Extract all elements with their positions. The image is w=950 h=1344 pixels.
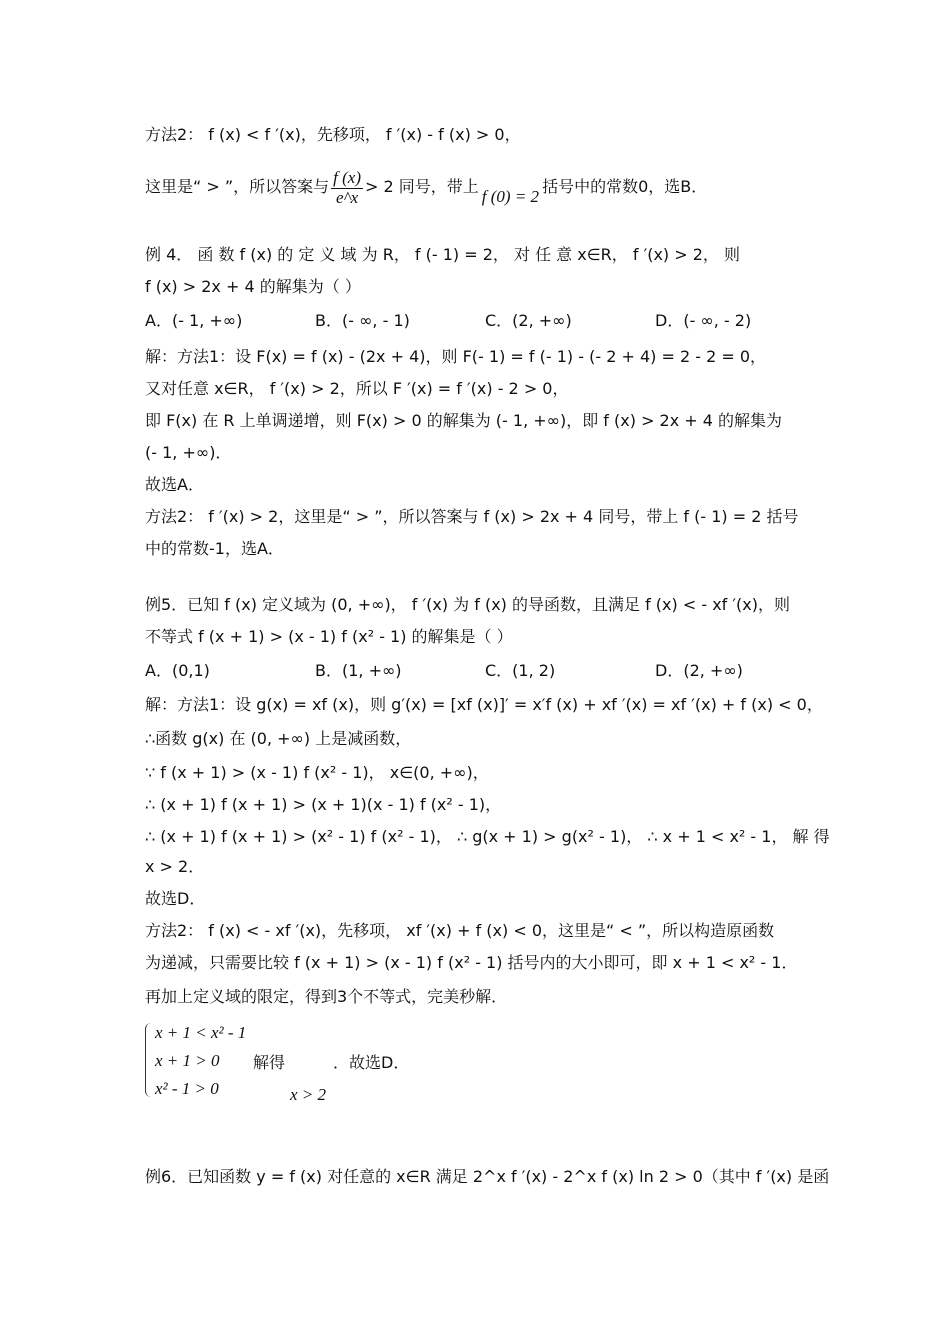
method2-line: 方法2： f (x) < f ′(x)，先移项， f ′(x) - f (x) > 0， — [145, 125, 521, 144]
method2-ex5-line3: 再加上定义域的限定，得到3个不等式，完美秒解． — [145, 987, 508, 1006]
method2-ex5-line2: 为递减，只需要比较 f (x + 1) > (x - 1) f (x² - 1) 括号内的大小即可，即 x + 1 < x² - 1． — [145, 953, 798, 972]
fraction-denominator: e^x — [335, 187, 359, 207]
solution5-line2: ∴函数 g(x) 在 (0, +∞) 上是减函数， — [145, 729, 412, 748]
choose-text: ．故选D． — [333, 1053, 410, 1072]
answer4: 故选A． — [145, 475, 204, 494]
example5-title: 例5．已知 f (x) 定义域为 (0, +∞)， f ′(x) 为 f (x) 的导函数，且满足 f (x) < - xf ′(x)，则 — [145, 595, 790, 614]
system-eq2: x + 1 > 0 — [155, 1051, 220, 1070]
option-b[interactable]: B．(1, +∞) — [315, 661, 402, 680]
method2-ex4-line2: 中的常数-1，选A． — [145, 539, 284, 558]
method2-ex5-line1: 方法2： f (x) < - xf ′(x)，先移项， xf ′(x) + f (x) < 0，这里是“ < ”，所以构造原函数 — [145, 921, 775, 940]
option-a[interactable]: A．(0,1) — [145, 661, 210, 680]
fraction-numerator: f (x) — [333, 167, 362, 187]
example4-title: 例 4． 函 数 f (x) 的 定 义 域 为 R， f (- 1) = 2， 对 任 意 x∈R， f ′(x) > 2， 则 — [145, 245, 741, 264]
solve-text: 解得 — [253, 1053, 286, 1072]
solution5-line1: 解：方法1：设 g(x) = xf (x)，则 g′(x) = [xf (x)]′ = x′f (x) + xf ′(x) = xf ′(x) + f (x) < 0， — [145, 695, 823, 714]
option-d[interactable]: D．(2, +∞) — [655, 661, 743, 680]
method2-ex4-line1: 方法2： f ′(x) > 2，这里是“ > ”，所以答案与 f (x) > 2x + 4 同号，带上 f (- 1) = 2 括号 — [145, 507, 799, 526]
system-eq1: x + 1 < x² - 1 — [155, 1023, 247, 1042]
text-segment: 这里是“ > ”，所以答案与 — [145, 177, 330, 196]
solution5-line3: ∵ f (x + 1) > (x - 1) f (x² - 1)， x∈(0, +∞)， — [145, 763, 489, 782]
inequality-system — [145, 1023, 410, 1113]
example4-options — [145, 311, 825, 331]
solution4-line4: (- 1, +∞)． — [145, 443, 232, 462]
text-segment: 括号中的常数0，选B． — [542, 177, 708, 196]
example4-question: f (x) > 2x + 4 的解集为（ ） — [145, 277, 361, 296]
option-c[interactable]: C．(1, 2) — [485, 661, 556, 680]
condition: f (0) = 2 — [481, 187, 540, 206]
solution4-line3: 即 F(x) 在 R 上单调递增，则 F(x) > 0 的解集为 (- 1, +∞)，即 f (x) > 2x + 4 的解集为 — [145, 411, 783, 430]
solution5-line6: x > 2． — [145, 857, 205, 876]
option-d[interactable]: D．(- ∞, - 2) — [655, 311, 752, 330]
option-c[interactable]: C．(2, +∞) — [485, 311, 572, 330]
text-segment: > 2 同号，带上 — [365, 177, 479, 196]
example5-options — [145, 661, 825, 681]
example5-question: 不等式 f (x + 1) > (x - 1) f (x² - 1) 的解集是（ ） — [145, 627, 513, 646]
fraction-line — [145, 163, 707, 211]
solution5-line4: ∴ (x + 1) f (x + 1) > (x + 1)(x - 1) f (x² - 1)， — [145, 795, 502, 814]
option-b[interactable]: B．(- ∞, - 1) — [315, 311, 410, 330]
answer5: 故选D． — [145, 889, 206, 908]
solution4-line1: 解：方法1：设 F(x) = f (x) - (2x + 4)，则 F(- 1) = f (- 1) - (- 2 + 4) = 2 - 2 = 0， — [145, 347, 767, 366]
example6-title: 例6．已知函数 y = f (x) 对任意的 x∈R 满足 2^x f ′(x) - 2^x f (x) ln 2 > 0（其中 f ′(x) 是函 — [145, 1167, 830, 1186]
fraction — [331, 168, 363, 207]
solution5-line5: ∴ (x + 1) f (x + 1) > (x² - 1) f (x² - 1)， ∴ g(x + 1) > g(x² - 1)， ∴ x + 1 < x² - 1， 解 得 — [145, 827, 830, 846]
system-eq3: x² - 1 > 0 — [155, 1079, 219, 1098]
option-a[interactable]: A．(- 1, +∞) — [145, 311, 243, 330]
brace — [145, 1023, 152, 1097]
system-result: x > 2 — [290, 1085, 327, 1104]
solution4-line2: 又对任意 x∈R， f ′(x) > 2，所以 F ′(x) = f ′(x) - 2 > 0， — [145, 379, 569, 398]
